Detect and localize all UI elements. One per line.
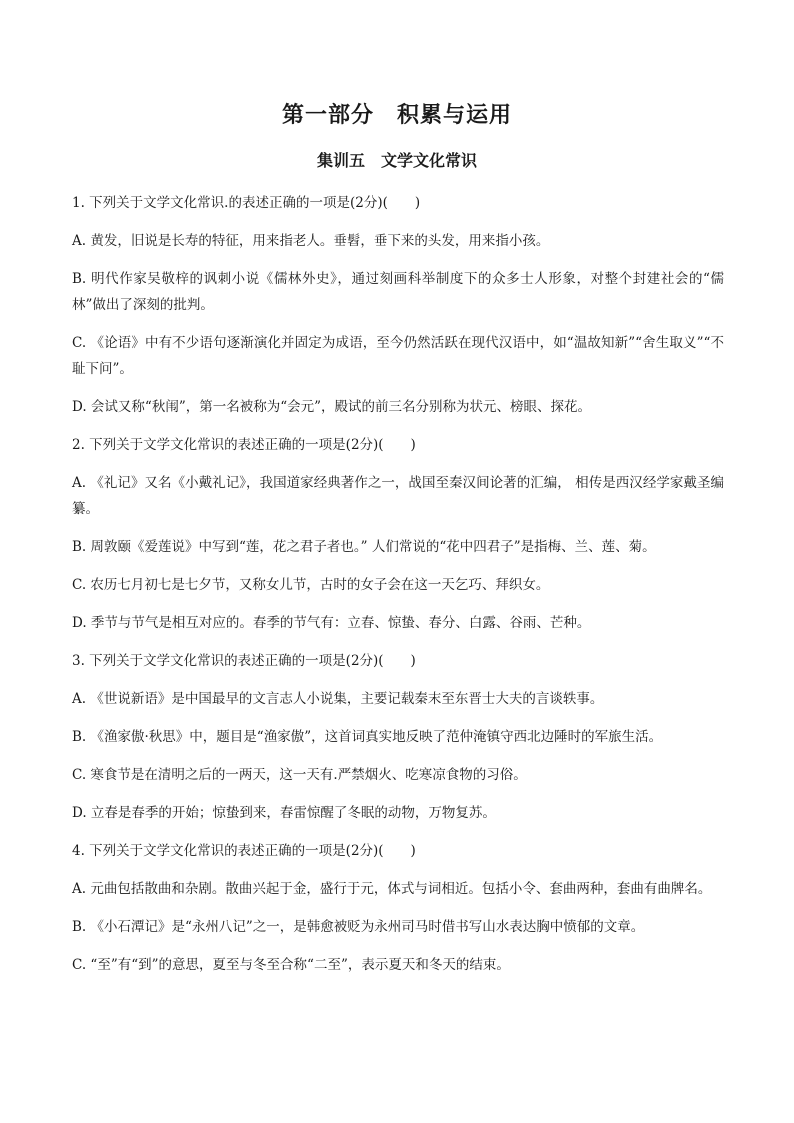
option-c: C. 《论语》中有不少语句逐渐演化并固定为成语，至今仍然活跃在现代汉语中，如“温故知新”“舍生取义”“不耻下问”。 — [72, 335, 724, 377]
option-b: B. 明代作家吴敬梓的讽刺小说《儒林外史》，通过刻画科举制度下的众多士人形象，对整个封建社会的“儒林”做出了深刻的批判。 — [72, 271, 724, 313]
option-d: D. 立春是春季的开始；惊蛰到来，春雷惊醒了冬眠的动物，万物复苏。 — [72, 805, 496, 821]
question-stem: 1. 下列关于文学文化常识.的表述正确的一项是(2分)( ) — [72, 195, 421, 211]
question-2 — [72, 432, 724, 636]
question-3 — [72, 648, 724, 826]
question-stem: 2. 下列关于文学文化常识的表述正确的一项是(2分)( ) — [72, 437, 416, 453]
option-b: B. 《小石潭记》是“永州八记”之一，是韩愈被贬为永州司马时借书写山水表达胸中愤郁的文章。 — [72, 919, 645, 935]
option-b: B. 周敦颐《爱莲说》中写到“莲，花之君子者也。” 人们常说的“花中四君子”是指梅、兰、莲、菊。 — [72, 539, 656, 555]
option-a: A. 《世说新语》是中国最早的文言志人小说集，主要记载秦末至东晋士大夫的言谈轶事。 — [72, 691, 604, 707]
option-a: A. 黄发，旧说是长寿的特征，用来指老人。垂髫，垂下来的头发，用来指小孩。 — [72, 233, 550, 249]
option-b: B. 《渔家傲·秋思》中，题目是“渔家傲”，这首词真实地反映了范仲淹镇守西北边陲时的军旅生活。 — [72, 729, 663, 745]
option-c: C. 寒食节是在清明之后的一两天，这一天有.严禁烟火、吃寒凉食物的习俗。 — [72, 767, 527, 783]
question-list — [72, 190, 724, 990]
option-d: D. 季节与节气是相互对应的。春季的节气有：立春、惊蛰、春分、白露、谷雨、芒种。 — [72, 615, 591, 631]
option-c: C. “至”有“到”的意思，夏至与冬至合称“二至”，表示夏天和冬天的结束。 — [72, 957, 510, 973]
question-stem: 4. 下列关于文学文化常识的表述正确的一项是(2分)( ) — [72, 843, 416, 859]
option-a: A. 《礼记》又名《小戴礼记》，我国道家经典著作之一，战国至秦汉间论著的汇编， 相传是西汉经学家戴圣编纂。 — [72, 475, 724, 517]
section-subtitle: 集训五 文学文化常识 — [316, 151, 477, 170]
question-4 — [72, 838, 724, 978]
question-stem: 3. 下列关于文学文化常识的表述正确的一项是(2分)( ) — [72, 653, 416, 669]
question-1 — [72, 190, 724, 420]
page-title: 第一部分 积累与运用 — [281, 103, 512, 128]
option-a: A. 元曲包括散曲和杂剧。散曲兴起于金，盛行于元，体式与词相近。包括小令、套曲两种，套曲有曲牌名。 — [72, 881, 712, 897]
option-d: D. 会试又称“秋闱”，第一名被称为“会元”，殿试的前三名分别称为状元、榜眼、探花。 — [72, 399, 592, 415]
option-c: C. 农历七月初七是七夕节，又称女儿节，古时的女子会在这一天乞巧、拜织女。 — [72, 577, 550, 593]
